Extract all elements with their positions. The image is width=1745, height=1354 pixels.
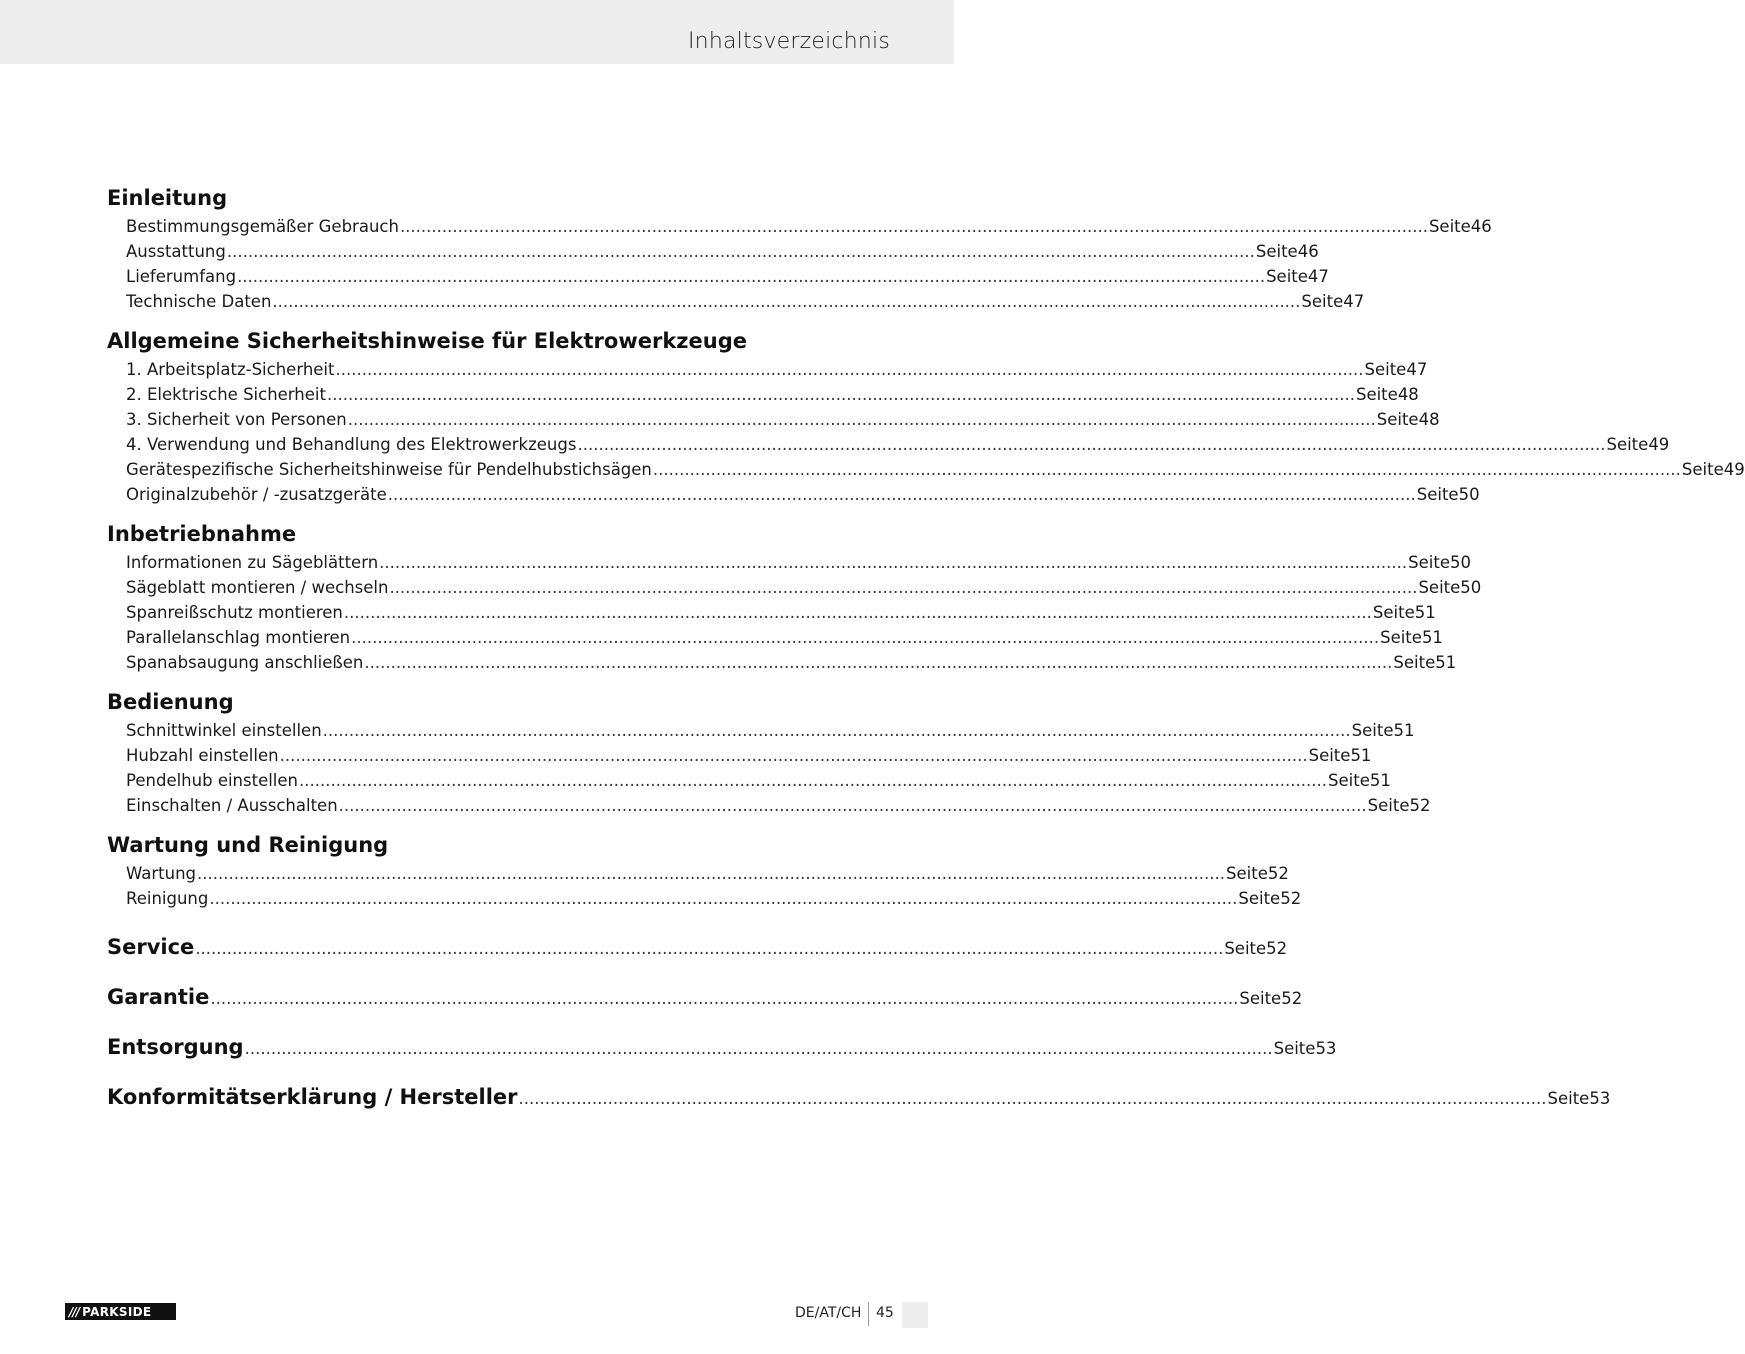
section-title: Konformitätserklärung / Hersteller bbox=[107, 1085, 518, 1109]
toc-entry[interactable] bbox=[107, 861, 1289, 886]
entry-page: 52 bbox=[1266, 939, 1288, 958]
toc-entry[interactable] bbox=[107, 482, 1480, 507]
toc-entry[interactable] bbox=[107, 382, 1419, 407]
toc-entry[interactable] bbox=[107, 886, 1302, 911]
toc-entry[interactable] bbox=[107, 407, 1440, 432]
entry-page: 46 bbox=[1297, 242, 1319, 261]
seite-label: Seite bbox=[1380, 628, 1422, 647]
toc-entry[interactable] bbox=[107, 550, 1471, 575]
page-title: Inhaltsverzeichnis bbox=[687, 29, 890, 54]
seite-label: Seite bbox=[1606, 435, 1649, 454]
toc-section bbox=[107, 325, 1745, 507]
entry-label: Bestimmungsgemäßer Gebrauch bbox=[126, 217, 399, 236]
seite-label: Seite bbox=[1301, 292, 1344, 311]
entry-label: Parallelanschlag montieren bbox=[126, 628, 351, 647]
entry-page: 50 bbox=[1458, 485, 1480, 504]
toc-entry[interactable] bbox=[107, 743, 1372, 768]
toc-entry[interactable] bbox=[107, 575, 1482, 600]
seite-label: Seite bbox=[1328, 771, 1370, 790]
seite-label: Seite bbox=[1418, 578, 1461, 597]
entry-label: Hubzahl einstellen bbox=[126, 746, 279, 765]
seite-label: Seite bbox=[1408, 553, 1450, 572]
footer-tab-marker bbox=[902, 1302, 928, 1328]
entry-page: 48 bbox=[1397, 385, 1419, 404]
dot-leader: .................................................................................................................................................................................................... bbox=[279, 746, 1308, 765]
seite-label: Seite bbox=[1239, 989, 1282, 1008]
section-title: Service bbox=[107, 935, 195, 959]
toc-section-entry[interactable] bbox=[107, 1022, 1337, 1072]
dot-leader: .................................................................................................................................................................................................... bbox=[197, 864, 1226, 883]
dot-leader: .................................................................................................................................................................................................... bbox=[209, 889, 1238, 908]
entry-page: 50 bbox=[1460, 578, 1482, 597]
toc-entry[interactable] bbox=[107, 214, 1492, 239]
entry-label: Spanreißschutz montieren bbox=[126, 603, 343, 622]
dot-leader: .................................................................................................................................................................................................... bbox=[364, 653, 1393, 672]
locale-code: DE/AT/CH bbox=[795, 1305, 862, 1321]
toc-entry[interactable] bbox=[107, 357, 1428, 382]
entry-page: 52 bbox=[1267, 864, 1289, 883]
entry-label: Einschalten / Ausschalten bbox=[126, 796, 338, 815]
logo-stripes: /// bbox=[69, 1304, 80, 1319]
dot-leader: .................................................................................................................................................................................................... bbox=[343, 603, 1372, 622]
toc-section-entry[interactable] bbox=[107, 922, 1288, 972]
seite-label: Seite bbox=[1238, 889, 1281, 908]
section-title: Garantie bbox=[107, 985, 210, 1009]
seite-label: Seite bbox=[1266, 267, 1308, 286]
entry-label: Ausstattung bbox=[126, 242, 226, 261]
entry-label: Technische Daten bbox=[126, 292, 272, 311]
entry-page: 51 bbox=[1393, 721, 1415, 740]
entry-label: 1. Arbeitsplatz-Sicherheit bbox=[126, 360, 335, 379]
entry-page: 52 bbox=[1409, 796, 1431, 815]
toc-section-entry[interactable] bbox=[107, 972, 1303, 1022]
entry-page: 51 bbox=[1435, 653, 1457, 672]
dot-leader: .................................................................................................................................................................................................... bbox=[399, 217, 1428, 236]
dot-leader: .................................................................................................................................................................................................... bbox=[210, 989, 1239, 1008]
dot-leader: .................................................................................................................................................................................................... bbox=[518, 1089, 1547, 1108]
entry-page: 51 bbox=[1350, 746, 1372, 765]
entry-page: 53 bbox=[1589, 1089, 1611, 1108]
entry-page: 51 bbox=[1414, 603, 1436, 622]
seite-label: Seite bbox=[1681, 460, 1724, 479]
dot-leader: .................................................................................................................................................................................................... bbox=[387, 485, 1416, 504]
section-title: Allgemeine Sicherheitshinweise für Elektrowerkzeuge bbox=[107, 329, 747, 353]
entry-label: Pendelhub einstellen bbox=[126, 771, 299, 790]
dot-leader: .................................................................................................................................................................................................... bbox=[322, 721, 1351, 740]
section-title: Bedienung bbox=[107, 690, 234, 714]
toc-entry[interactable] bbox=[107, 768, 1391, 793]
entry-label: Reinigung bbox=[126, 889, 209, 908]
toc-entry[interactable] bbox=[107, 718, 1415, 743]
dot-leader: .................................................................................................................................................................................................... bbox=[326, 385, 1355, 404]
entry-label: Originalzubehör / -zusatzgeräte bbox=[126, 485, 387, 504]
toc-entry[interactable] bbox=[107, 432, 1670, 457]
seite-label: Seite bbox=[1416, 485, 1459, 504]
entry-page: 53 bbox=[1315, 1039, 1337, 1058]
toc-section bbox=[107, 182, 1492, 314]
dot-leader: .................................................................................................................................................................................................... bbox=[195, 939, 1224, 958]
entry-page: 51 bbox=[1369, 771, 1391, 790]
entry-page: 52 bbox=[1281, 989, 1303, 1008]
entry-page: 50 bbox=[1450, 553, 1471, 572]
entry-page: 49 bbox=[1648, 435, 1670, 454]
dot-leader: .................................................................................................................................................................................................... bbox=[272, 292, 1301, 311]
entry-page: 51 bbox=[1421, 628, 1443, 647]
entry-label: Wartung bbox=[126, 864, 197, 883]
dot-leader: .................................................................................................................................................................................................... bbox=[237, 267, 1266, 286]
page-number: 45 bbox=[876, 1305, 894, 1321]
header-band bbox=[0, 0, 954, 64]
entry-page: 52 bbox=[1280, 889, 1302, 908]
entry-label: 3. Sicherheit von Personen bbox=[126, 410, 347, 429]
seite-label: Seite bbox=[1255, 242, 1298, 261]
entry-page: 48 bbox=[1418, 410, 1440, 429]
entry-label: 4. Verwendung und Behandlung des Elektrowerkzeugs bbox=[126, 435, 577, 454]
toc-entry[interactable] bbox=[107, 793, 1431, 818]
toc-entry[interactable] bbox=[107, 264, 1329, 289]
dot-leader: .................................................................................................................................................................................................... bbox=[244, 1039, 1273, 1058]
dot-leader: .................................................................................................................................................................................................... bbox=[379, 553, 1408, 572]
entry-label: Spanabsaugung anschließen bbox=[126, 653, 364, 672]
entry-label: Gerätespezifische Sicherheitshinweise für Pendelhubstichsägen bbox=[126, 460, 652, 479]
section-title: Inbetriebnahme bbox=[107, 522, 297, 546]
entry-label: 2. Elektrische Sicherheit bbox=[126, 385, 326, 404]
toc-entry[interactable] bbox=[107, 600, 1436, 625]
toc-entry[interactable] bbox=[107, 625, 1443, 650]
seite-label: Seite bbox=[1367, 796, 1410, 815]
dot-leader: .................................................................................................................................................................................................... bbox=[335, 360, 1364, 379]
toc-entry[interactable] bbox=[107, 457, 1745, 482]
dot-leader: .................................................................................................................................................................................................... bbox=[299, 771, 1328, 790]
seite-label: Seite bbox=[1364, 360, 1407, 379]
entry-page: 46 bbox=[1470, 217, 1492, 236]
entry-page: 49 bbox=[1723, 460, 1745, 479]
dot-leader: .................................................................................................................................................................................................... bbox=[338, 796, 1367, 815]
toc-entry[interactable] bbox=[107, 289, 1365, 314]
seite-label: Seite bbox=[1372, 603, 1415, 622]
toc-entry[interactable] bbox=[107, 239, 1319, 264]
seite-label: Seite bbox=[1351, 721, 1394, 740]
seite-label: Seite bbox=[1224, 939, 1267, 958]
logo-text: PARKSIDE bbox=[82, 1304, 152, 1319]
dot-leader: .................................................................................................................................................................................................... bbox=[577, 435, 1606, 454]
seite-label: Seite bbox=[1393, 653, 1436, 672]
footer-divider bbox=[868, 1302, 869, 1326]
table-of-contents bbox=[107, 182, 1745, 1122]
dot-leader: .................................................................................................................................................................................................... bbox=[389, 578, 1418, 597]
entry-label: Informationen zu Sägeblättern bbox=[126, 553, 379, 572]
toc-section bbox=[107, 518, 1482, 675]
toc-section-entry[interactable] bbox=[107, 1072, 1611, 1122]
dot-leader: .................................................................................................................................................................................................... bbox=[226, 242, 1255, 261]
seite-label: Seite bbox=[1355, 385, 1398, 404]
entry-page: 47 bbox=[1406, 360, 1428, 379]
section-title: Wartung und Reinigung bbox=[107, 833, 389, 857]
seite-label: Seite bbox=[1547, 1089, 1590, 1108]
seite-label: Seite bbox=[1273, 1039, 1316, 1058]
dot-leader: .................................................................................................................................................................................................... bbox=[351, 628, 1380, 647]
toc-entry[interactable] bbox=[107, 650, 1457, 675]
parkside-logo bbox=[65, 1303, 176, 1320]
seite-label: Seite bbox=[1428, 217, 1471, 236]
seite-label: Seite bbox=[1226, 864, 1268, 883]
toc-section bbox=[107, 829, 1302, 911]
section-title: Entsorgung bbox=[107, 1035, 244, 1059]
entry-label: Sägeblatt montieren / wechseln bbox=[126, 578, 389, 597]
toc-section bbox=[107, 686, 1431, 818]
entry-label: Schnittwinkel einstellen bbox=[126, 721, 322, 740]
seite-label: Seite bbox=[1308, 746, 1351, 765]
dot-leader: .................................................................................................................................................................................................... bbox=[347, 410, 1376, 429]
entry-label: Lieferumfang bbox=[126, 267, 237, 286]
entry-page: 47 bbox=[1343, 292, 1365, 311]
section-title: Einleitung bbox=[107, 186, 228, 210]
dot-leader: .................................................................................................................................................................................................... bbox=[652, 460, 1681, 479]
entry-page: 47 bbox=[1307, 267, 1329, 286]
seite-label: Seite bbox=[1376, 410, 1419, 429]
